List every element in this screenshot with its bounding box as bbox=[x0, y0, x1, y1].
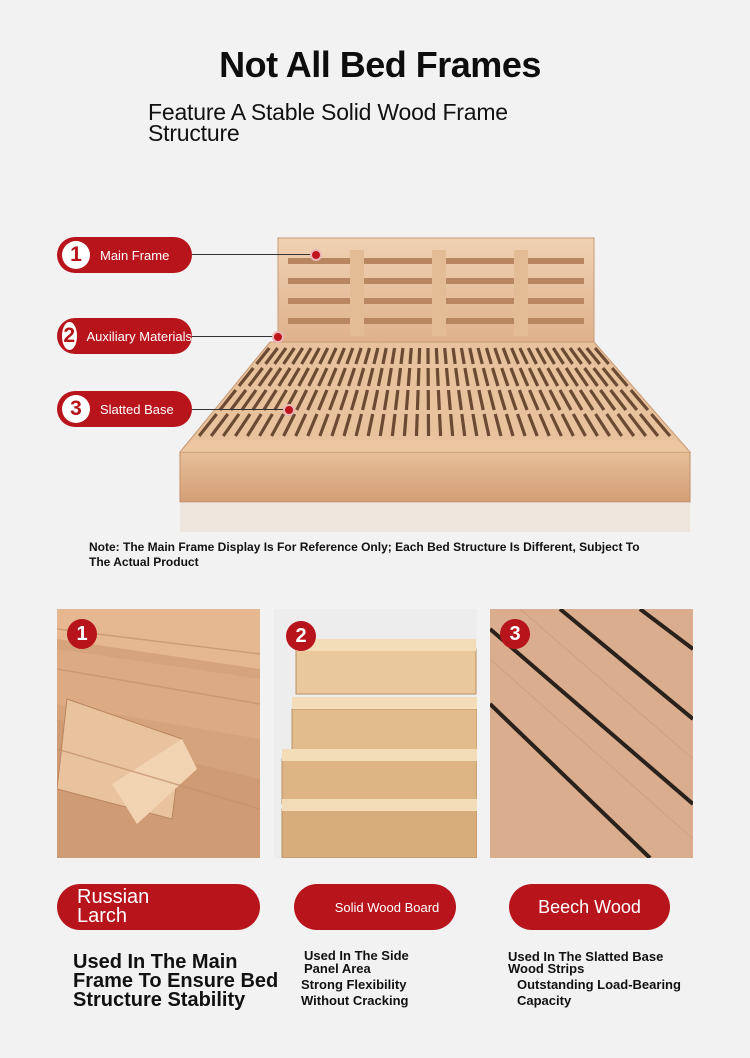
slat-gap bbox=[419, 348, 420, 364]
page-title: Not All Bed Frames bbox=[219, 44, 541, 85]
callout-label: Auxiliary Materials bbox=[86, 328, 192, 344]
leader-line bbox=[192, 336, 274, 337]
material-description: Used In The Main Frame To Ensure Bed Structure Stability bbox=[73, 951, 279, 1011]
photo-russian-larch bbox=[57, 609, 260, 858]
slat-gap bbox=[437, 368, 438, 386]
material-name: Solid Wood Board bbox=[334, 900, 440, 915]
slat-gap bbox=[404, 414, 406, 436]
slat-gap bbox=[445, 348, 446, 364]
bed-frame-illustration bbox=[170, 230, 710, 535]
material-name-pill bbox=[57, 884, 260, 930]
slat-gap bbox=[417, 390, 418, 410]
photo-number-badge: 1 bbox=[67, 619, 97, 649]
page-subtitle: Feature A Stable Solid Wood Frame Structure bbox=[148, 99, 508, 146]
photo-solid-wood-board bbox=[274, 609, 477, 858]
material-name-pill bbox=[509, 884, 670, 930]
callout-label: Main Frame bbox=[100, 247, 170, 263]
slat-gap bbox=[408, 368, 409, 386]
material-name: Beech Wood bbox=[538, 897, 641, 917]
callout-main-frame bbox=[57, 237, 192, 273]
marker-dot bbox=[283, 404, 295, 416]
callout-number: 1 bbox=[62, 241, 90, 269]
photo-number-badge: 2 bbox=[286, 621, 316, 651]
slat-gap bbox=[438, 390, 439, 410]
material-description-line: Strong Flexibility bbox=[301, 977, 407, 992]
slat-gap bbox=[418, 368, 419, 386]
photo-number-badge: 3 bbox=[500, 619, 530, 649]
slat-gap bbox=[440, 414, 441, 436]
reference-note: Note: The Main Frame Display Is For Reference Only; Each Bed Structure Is Different, Subject To The Actual Product bbox=[89, 540, 640, 569]
callout-number: 2 bbox=[62, 322, 77, 350]
material-name: Russian Larch bbox=[77, 886, 150, 927]
material-name-pill bbox=[294, 884, 456, 930]
slat-gap bbox=[401, 348, 403, 364]
slat-gap bbox=[451, 414, 453, 436]
material-description-line: Without Cracking bbox=[301, 993, 409, 1008]
material-description-line: Panel Area bbox=[304, 961, 371, 976]
leader-line bbox=[192, 254, 312, 255]
slat-gap bbox=[398, 368, 400, 386]
slat-gap bbox=[447, 368, 449, 386]
material-description-line: Wood Strips bbox=[508, 961, 585, 976]
callout-number: 3 bbox=[62, 395, 90, 423]
photo-beech-wood bbox=[490, 609, 693, 858]
material-description-line: Capacity bbox=[517, 993, 572, 1008]
slat-gap bbox=[449, 390, 451, 410]
slat-gap bbox=[453, 348, 455, 364]
material-description-line: Used In The Slatted Base bbox=[508, 949, 664, 964]
callout-auxiliary-materials bbox=[57, 318, 192, 354]
slat-gap bbox=[436, 348, 437, 364]
material-description-line: Outstanding Load-Bearing bbox=[517, 977, 681, 992]
leader-line bbox=[192, 409, 286, 410]
slat-gap bbox=[410, 348, 411, 364]
marker-dot bbox=[310, 249, 322, 261]
slat-gap bbox=[406, 390, 408, 410]
material-description-line: Used In The Side bbox=[304, 948, 409, 963]
callout-slatted-base bbox=[57, 391, 192, 427]
marker-dot bbox=[272, 331, 284, 343]
callout-label: Slatted Base bbox=[100, 401, 174, 417]
slat-gap bbox=[416, 414, 417, 436]
